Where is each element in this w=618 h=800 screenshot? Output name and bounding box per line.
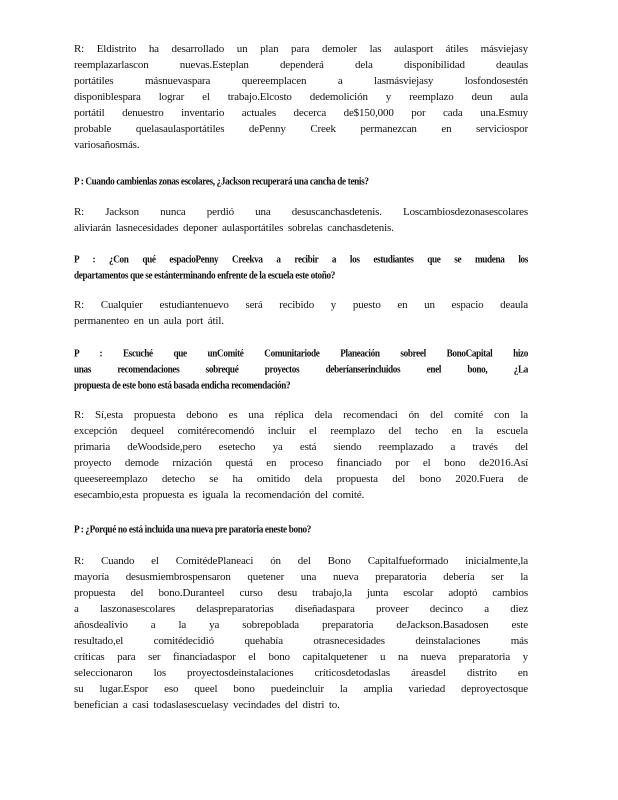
text-line: críticas para ser financiadaspor el bono capitalquetener u na nueva preparatoria y	[74, 651, 528, 663]
text-line: primaria deWoodside,pero esetecho ya está siendo reemplazado a través del	[74, 441, 528, 453]
text-line: P : ¿Porqué no está incluida una nueva pre paratoria eneste bono?	[74, 523, 311, 535]
text-line: departamentos que se estánterminando enfrente de la escuela este otoño?	[74, 269, 336, 281]
text-line: aliviarán lasnecesidades deponer aulasportátiles sobrelas canchasdetenis.	[74, 222, 394, 234]
text-line: portátiles másnuevaspara quereemplacen a lasmásviejasy losfondosestén	[74, 75, 528, 87]
text-line: R: Eldistrito ha desarrollado un plan para demoler las aulasport átiles másviejasy	[74, 43, 528, 55]
text-line: variosañosmás.	[74, 139, 140, 151]
text-line: probable quelasaulasportátiles dePenny Creek permanezcan en serviciospor	[74, 123, 528, 135]
text-line: R: Cuando el ComitédePlaneaci ón del Bono Capitalfueformado inicialmente,la	[74, 555, 528, 567]
answer-penny-creek-space	[74, 297, 528, 329]
text-line: disponiblespara lograr el trabajo.Elcosto dedemolición y reemplazo deun aula	[74, 91, 528, 103]
text-line: mayoría desusmiembrospensaron quetener una nueva preparatoria debería ser la	[74, 571, 528, 583]
text-line: su lugar.Espor eso queel bono puedeincluir la amplia variedad deproyectosque	[74, 683, 528, 695]
text-line: esecambio,esta propuesta es iguala la recomendación del comité.	[74, 489, 365, 501]
answer-planning-committee	[74, 407, 528, 503]
text-line: P : ¿Con qué espacioPenny Creekva a recibir a los estudiantes que se mudena los	[74, 253, 528, 265]
text-line: resultado,el comitédecidió quehabía otrasnecesidades deinstalaciones más	[74, 635, 528, 647]
text-line: unas recomendaciones sobrequé proyectos deberíanserincluidos enel bono, ¿La	[74, 363, 528, 375]
text-line: a laszonasescolares delaspreparatorias diseñadaspara proveer decinco a diez	[74, 603, 528, 615]
text-line: R: Cualquier estudiantenuevo será recibido y puesto en un espacio deaula	[74, 299, 528, 311]
answer-district-portables	[74, 41, 528, 153]
text-line: excepción dequeel comitérecomendó incluir el reemplazo del techo en la escuela	[74, 425, 528, 437]
text-line: queesereemplazo detecho se ha omitido dela propuesta del bono 2020.Fuera de	[74, 473, 528, 485]
text-line: propuesta de este bono está basada endicha recomendación?	[74, 379, 291, 391]
question-new-high-school	[74, 521, 528, 537]
text-line: P : Cuando cambienlas zonas escolares, ¿Jackson recuperará una cancha de tenis?	[74, 175, 369, 187]
text-line: proyecto demode rnización questá en proceso financiado por el bono de2016.Así	[74, 457, 528, 469]
text-line: permanenteo en un aula port átil.	[74, 315, 224, 327]
text-line: seleccionaron los proyectosdeinstalaciones críticosdetodaslas áreasdel distrito en	[74, 667, 528, 679]
text-line: reemplazarlascon nuevas.Esteplan dependerá dela disponibilidad deaulas	[74, 59, 528, 71]
answer-tennis-court	[74, 204, 528, 236]
question-penny-creek-space	[74, 251, 528, 283]
question-tennis-court	[74, 173, 528, 189]
text-line: R: Sí,esta propuesta debono es una réplica dela recomendaci ón del comité con la	[74, 409, 528, 421]
text-line: propuesta del bono.Duranteel curso desu trabajo,la junta escolar adoptó cambios	[74, 587, 528, 599]
text-line: añosdealivio a la ya sobrepoblada preparatoria deJackson.Basadosen este	[74, 619, 528, 631]
text-line: R: Jackson nunca perdió una desuscanchasdetenis. Loscambiosdezonasescolares	[74, 206, 528, 218]
answer-new-high-school	[74, 553, 528, 713]
text-line: portátil denuestro inventario actuales decerca de$150,000 por cada una.Esmuy	[74, 107, 528, 119]
text-line: benefician a casi todaslasescuelasy vecindades del distri to.	[74, 699, 340, 711]
question-planning-committee	[74, 345, 528, 393]
text-line: P : Escuché que unComité Comunitariode Planeación sobreel BonoCapital hizo	[74, 347, 528, 359]
